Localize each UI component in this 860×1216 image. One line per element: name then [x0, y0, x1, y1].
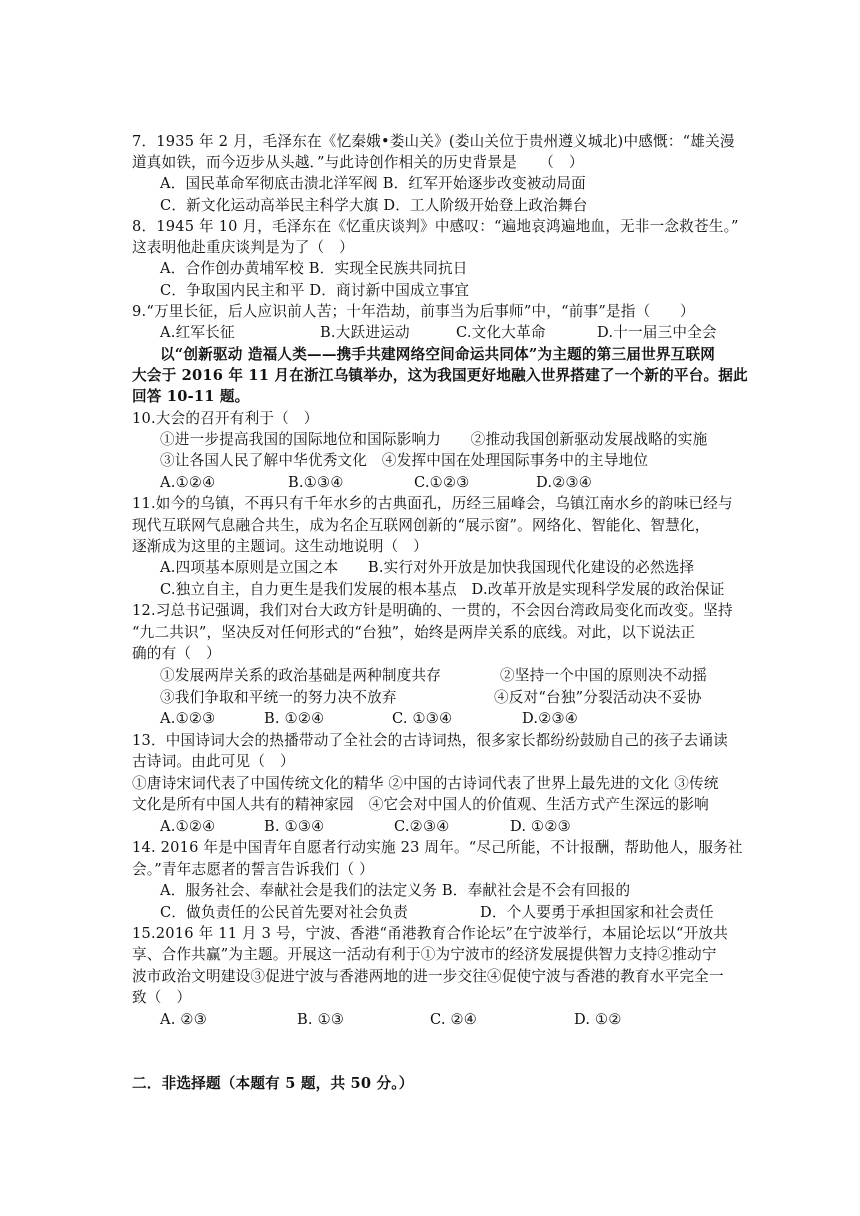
q15-option-b: B. ①③ — [297, 1011, 345, 1028]
q14-stem-line-2: 会。”青年志愿者的誓言告诉我们（ ） — [132, 861, 374, 878]
q11-stem-line-2: 现代互联网气息融合共生，成为名企互联网创新的“展示窗”。网络化、智能化、智慧化， — [132, 517, 710, 534]
q14-option-d: D．个人要勇于承担国家和社会责任 — [480, 904, 714, 921]
q15-option-a: A. ②③ — [160, 1011, 207, 1028]
q11-stem-line-1: 11.如今的乌镇，不再只有千年水乡的古典面孔，历经三届峰会，乌镇江南水乡的韵味已经与 — [132, 495, 733, 512]
q10-option-b: B.①③④ — [288, 474, 344, 491]
q12-item-4: ④反对“台独”分裂活动决不妥协 — [494, 689, 702, 706]
q12-option-d: D.②③④ — [522, 710, 579, 727]
q13-option-d: D. ①②③ — [510, 818, 571, 835]
q12-item-1: ①发展两岸关系的政治基础是两种制度共存 — [160, 667, 442, 684]
q9-option-c: C.文化大革命 — [456, 324, 546, 341]
q13-stem-line-2: 古诗词。由此可见（ ） — [132, 753, 295, 770]
q7-stem-line-2: 道真如铁，而今迈步从头越．”与此诗创作相关的历史背景是 （ ） — [132, 154, 584, 171]
q11-stem-line-3: 逐渐成为这里的主题词。这生动地说明（ ） — [132, 538, 428, 555]
q8-stem-line-2: 这表明他赴重庆谈判是为了（ ） — [132, 239, 354, 256]
q8-options-line-2: C．争取国内民主和平 D．商讨新中国成立事宜 — [160, 282, 470, 299]
q10-stem: 10.大会的召开有利于（ ） — [132, 410, 319, 427]
q12-item-3: ③我们争取和平统一的努力决不放弃 — [160, 689, 397, 706]
q13-option-c: C.②③④ — [394, 818, 450, 835]
section2-heading: 二．非选择题（本题有 5 题，共 50 分。） — [132, 1075, 414, 1092]
q13-stem-line-1: 13．中国诗词大会的热播带动了全社会的古诗词热，很多家长都纷纷鼓励自己的孩子去诵读 — [132, 732, 728, 749]
q10-option-a: A.①②④ — [160, 474, 216, 491]
material-line-1: 以“创新驱动 造福人类——携手共建网络空间命运共同体”为主题的第三届世界互联网 — [160, 346, 716, 363]
q15-stem-line-1: 15.2016 年 11 月 3 号，宁波、香港“甬港教育合作论坛”在宁波举行，本届论坛以“开放共 — [132, 925, 728, 942]
q13-option-b: B. ①③④ — [264, 818, 325, 835]
q8-options-line-1: A．合作创办黄埔军校 B．实现全民族共同抗日 — [160, 260, 468, 277]
q12-item-2: ②坚持一个中国的原则决不动摇 — [500, 667, 708, 684]
q15-option-d: D. ①② — [574, 1011, 622, 1028]
q15-stem-line-2: 享、合作共赢”为主题。开展这一活动有利于①为宁波市的经济发展提供智力支持②推动宁 — [132, 946, 717, 963]
material-line-3: 回答 10-11 题。 — [132, 388, 250, 405]
q9-option-a: A.红军长征 — [160, 324, 235, 341]
q9-option-b: B.大跃进运动 — [320, 324, 410, 341]
q10-items-line-1: ①进一步提高我国的国际地位和国际影响力 ②推动我国创新驱动发展战略的实施 — [160, 431, 708, 448]
q12-stem-line-2: “九二共识”，坚决反对任何形式的“台独”，始终是两岸关系的底线。对此，以下说法正 — [132, 624, 696, 641]
q7-options-line-1: A．国民革命军彻底击溃北洋军阀 B．红军开始逐步改变被动局面 — [160, 175, 586, 192]
q13-option-a: A.①②④ — [160, 818, 216, 835]
q15-stem-line-3: 波市政治文明建设③促进宁波与香港两地的进一步交往④促使宁波与香港的教育水平完全一 — [132, 968, 724, 985]
q13-items-line-2: 文化是所有中国人共有的精神家园 ④它会对中国人的价值观、生活方式产生深远的影响 — [132, 796, 709, 813]
q11-options-line-1: A.四项基本原则是立国之本 B.实行对外开放是加快我国现代化建设的必然选择 — [160, 559, 695, 576]
q14-stem-line-1: 14. 2016 年是中国青年自愿者行动实施 23 周年。“尽己所能，不计报酬，帮助他人，服务社 — [132, 839, 743, 856]
q11-options-line-2: C.独立自主，自力更生是我们发展的根本基点 D.改革开放是实现科学发展的政治保证 — [160, 581, 725, 598]
q12-option-c: C. ①③④ — [392, 710, 453, 727]
q9-option-d: D.十一届三中全会 — [597, 324, 717, 341]
q12-stem-line-1: 12.习总书记强调，我们对台大政方针是明确的、一贯的，不会因台湾政局变化而改变。坚持 — [132, 602, 733, 619]
q8-stem-line-1: 8．1945 年 10 月，毛泽东在《忆重庆谈判》中感叹：“遍地哀鸿遍地血，无非一念救苍生。” — [132, 218, 739, 235]
q9-stem: 9.“万里长征，后人应识前人苦；十年浩劫，前事当为后事师”中，“前事”是指（ ） — [132, 303, 695, 320]
q10-items-line-2: ③让各国人民了解中华优秀文化 ④发挥中国在处理国际事务中的主导地位 — [160, 452, 649, 469]
q12-stem-line-3: 确的有（ ） — [132, 645, 221, 662]
q7-options-line-2: C．新文化运动高举民主科学大旗 D．工人阶级开始登上政治舞台 — [160, 197, 588, 214]
q7-stem-line-1: 7．1935 年 2 月，毛泽东在《忆秦娥•娄山关》(娄山关位于贵州遵义城北)中感慨：“雄关漫 — [132, 133, 735, 150]
q12-option-a: A.①②③ — [160, 710, 216, 727]
q14-option-c: C．做负责任的公民首先要对社会负责 — [160, 904, 409, 921]
q10-option-d: D.②③④ — [536, 474, 593, 491]
q10-option-c: C.①②③ — [414, 474, 470, 491]
q12-option-b: B. ①②④ — [264, 710, 325, 727]
q13-items-line-1: ①唐诗宋词代表了中国传统文化的精华 ②中国的古诗词代表了世界上最先进的文化 ③传统 — [132, 775, 719, 792]
material-line-2: 大会于 2016 年 11 月在浙江乌镇举办，这为我国更好地融入世界搭建了一个新的平台。据此 — [132, 367, 748, 384]
q15-option-c: C. ②④ — [430, 1011, 478, 1028]
q15-stem-line-4: 致（ ） — [132, 989, 192, 1006]
q14-options-line-1: A．服务社会、奉献社会是我们的法定义务 B．奉献社会是不会有回报的 — [160, 882, 631, 899]
